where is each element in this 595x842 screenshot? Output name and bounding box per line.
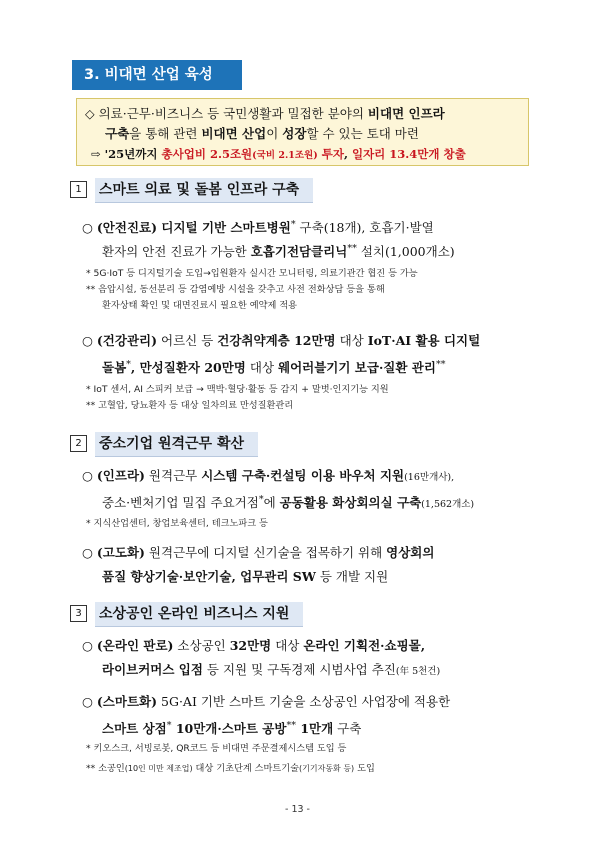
item-safe-care-line2: 환자의 안전 진료가 가능한 호흡기전담클리닉** 설치(1,000개소) [102, 243, 455, 260]
item-advance-line1: ○ (고도화) 원격근무에 디지털 신기술을 접목하기 위해 영상회의 [82, 545, 435, 560]
footnote: * 키오스크, 서빙로봇, QR코드 등 비대면 주문결제시스템 도입 등 [86, 743, 347, 754]
item-health-line2: 돌봄*, 만성질환자 20만명 대상 웨어러블기기 보급·질환 관리** [102, 359, 446, 376]
footnote: ** 음압시설, 동선분리 등 감염예방 시설을 갖추고 사전 전화상담 등을 통해 [86, 284, 385, 295]
arrow-icon: ⇨ [91, 147, 101, 161]
item-safe-care-line1: ○ (안전진료) 디지털 기반 스마트병원* 구축(18개), 호흡기·발열 [82, 219, 434, 236]
item-infra-line2: 중소·벤처기업 밀집 주요거점*에 공동활용 화상회의실 구축(1,562개소) [102, 494, 475, 511]
summary-line-1: ◇ 의료·근무·비즈니스 등 국민생활과 밀접한 분야의 비대면 인프라 [85, 106, 445, 121]
summary-line-3: ⇨ '25년까지 총사업비 2.5조원(국비 2.1조원) 투자, 일자리 13.4만개 창출 [91, 147, 466, 161]
subsection-heading-2: 2 중소기업 원격근무 확산 [70, 432, 258, 456]
subsection-heading-3: 3 소상공인 온라인 비즈니스 지원 [70, 602, 303, 626]
footnote: * 5G·IoT 등 디지털기술 도입→입원환자 실시간 모니터링, 의료기관간 협진 등 가능 [86, 268, 418, 279]
item-online-line2: 라이브커머스 입점 등 지원 및 구독경제 시범사업 추진(年 5천건) [102, 662, 441, 677]
summary-line-2: 구축을 통해 관련 비대면 산업이 성장할 수 있는 토대 마련 [105, 126, 419, 141]
footnote: 환자상태 확인 및 대면진료시 필요한 예약제 적용 [102, 300, 298, 311]
item-health-line1: ○ (건강관리) 어르신 등 건강취약계층 12만명 대상 IoT·AI 활용 디지털 [82, 333, 481, 348]
item-online-line1: ○ (온라인 판로) 소상공인 32만명 대상 온라인 기획전·쇼핑몰, [82, 638, 426, 653]
summary-box [76, 98, 529, 166]
footnote: ** 고혈압, 당뇨환자 등 대상 일차의료 만성질환관리 [86, 400, 294, 411]
item-advance-line2: 품질 향상기술·보안기술, 업무관리 SW 등 개발 지원 [102, 569, 389, 584]
footnote: ** 소공인(10인 미만 제조업) 대상 기초단계 스마트기술(기기자동화 등) 도입 [86, 763, 375, 774]
item-smart-line1: ○ (스마트화) 5G·AI 기반 스마트 기술을 소상공인 사업장에 적용한 [82, 694, 451, 709]
subsection-heading-1: 1 스마트 의료 및 돌봄 인프라 구축 [70, 178, 313, 202]
item-infra-line1: ○ (인프라) 원격근무 시스템 구축·컨설팅 이용 바우처 지원(16만개사), [82, 468, 455, 483]
diamond-icon: ◇ [85, 106, 95, 121]
footnote: * 지식산업센터, 창업보육센터, 테크노파크 등 [86, 518, 268, 529]
footnote: * IoT 센서, AI 스피커 보급 → 맥박·혈당·활동 등 감지 + 말벗·인지기능 지원 [86, 384, 389, 395]
section-title: 3. 비대면 산업 육성 [72, 60, 242, 90]
page-number: - 13 - [285, 804, 310, 815]
item-smart-line2: 스마트 상점* 10만개·스마트 공방** 1만개 구축 [102, 720, 362, 737]
